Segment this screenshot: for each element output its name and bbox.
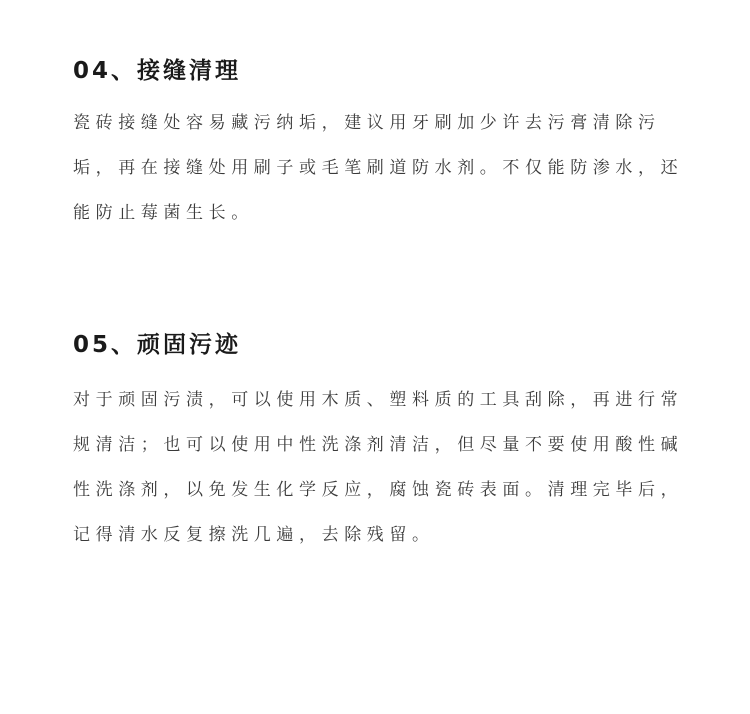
section-joint-cleaning <box>73 54 685 236</box>
section-body: 瓷砖接缝处容易藏污纳垢，建议用牙刷加少许去污膏清除污垢，再在接缝处用刷子或毛笔刷道防水剂。不仅能防渗水，还能防止莓菌生长。 <box>73 113 684 223</box>
section-body: 对于顽固污渍，可以使用木质、塑料质的工具刮除，再进行常规清洁；也可以使用中性洗涤剂清洁，但尽量不要使用酸性碱性洗涤剂，以免发生化学反应，腐蚀瓷砖表面。清理完毕后，记得清水反复擦洗几遍，去除残留。 <box>73 390 684 545</box>
section-heading: 05、顽固污迹 <box>73 332 242 358</box>
section-stubborn-stains <box>73 328 685 558</box>
section-heading: 04、接缝清理 <box>73 58 242 84</box>
